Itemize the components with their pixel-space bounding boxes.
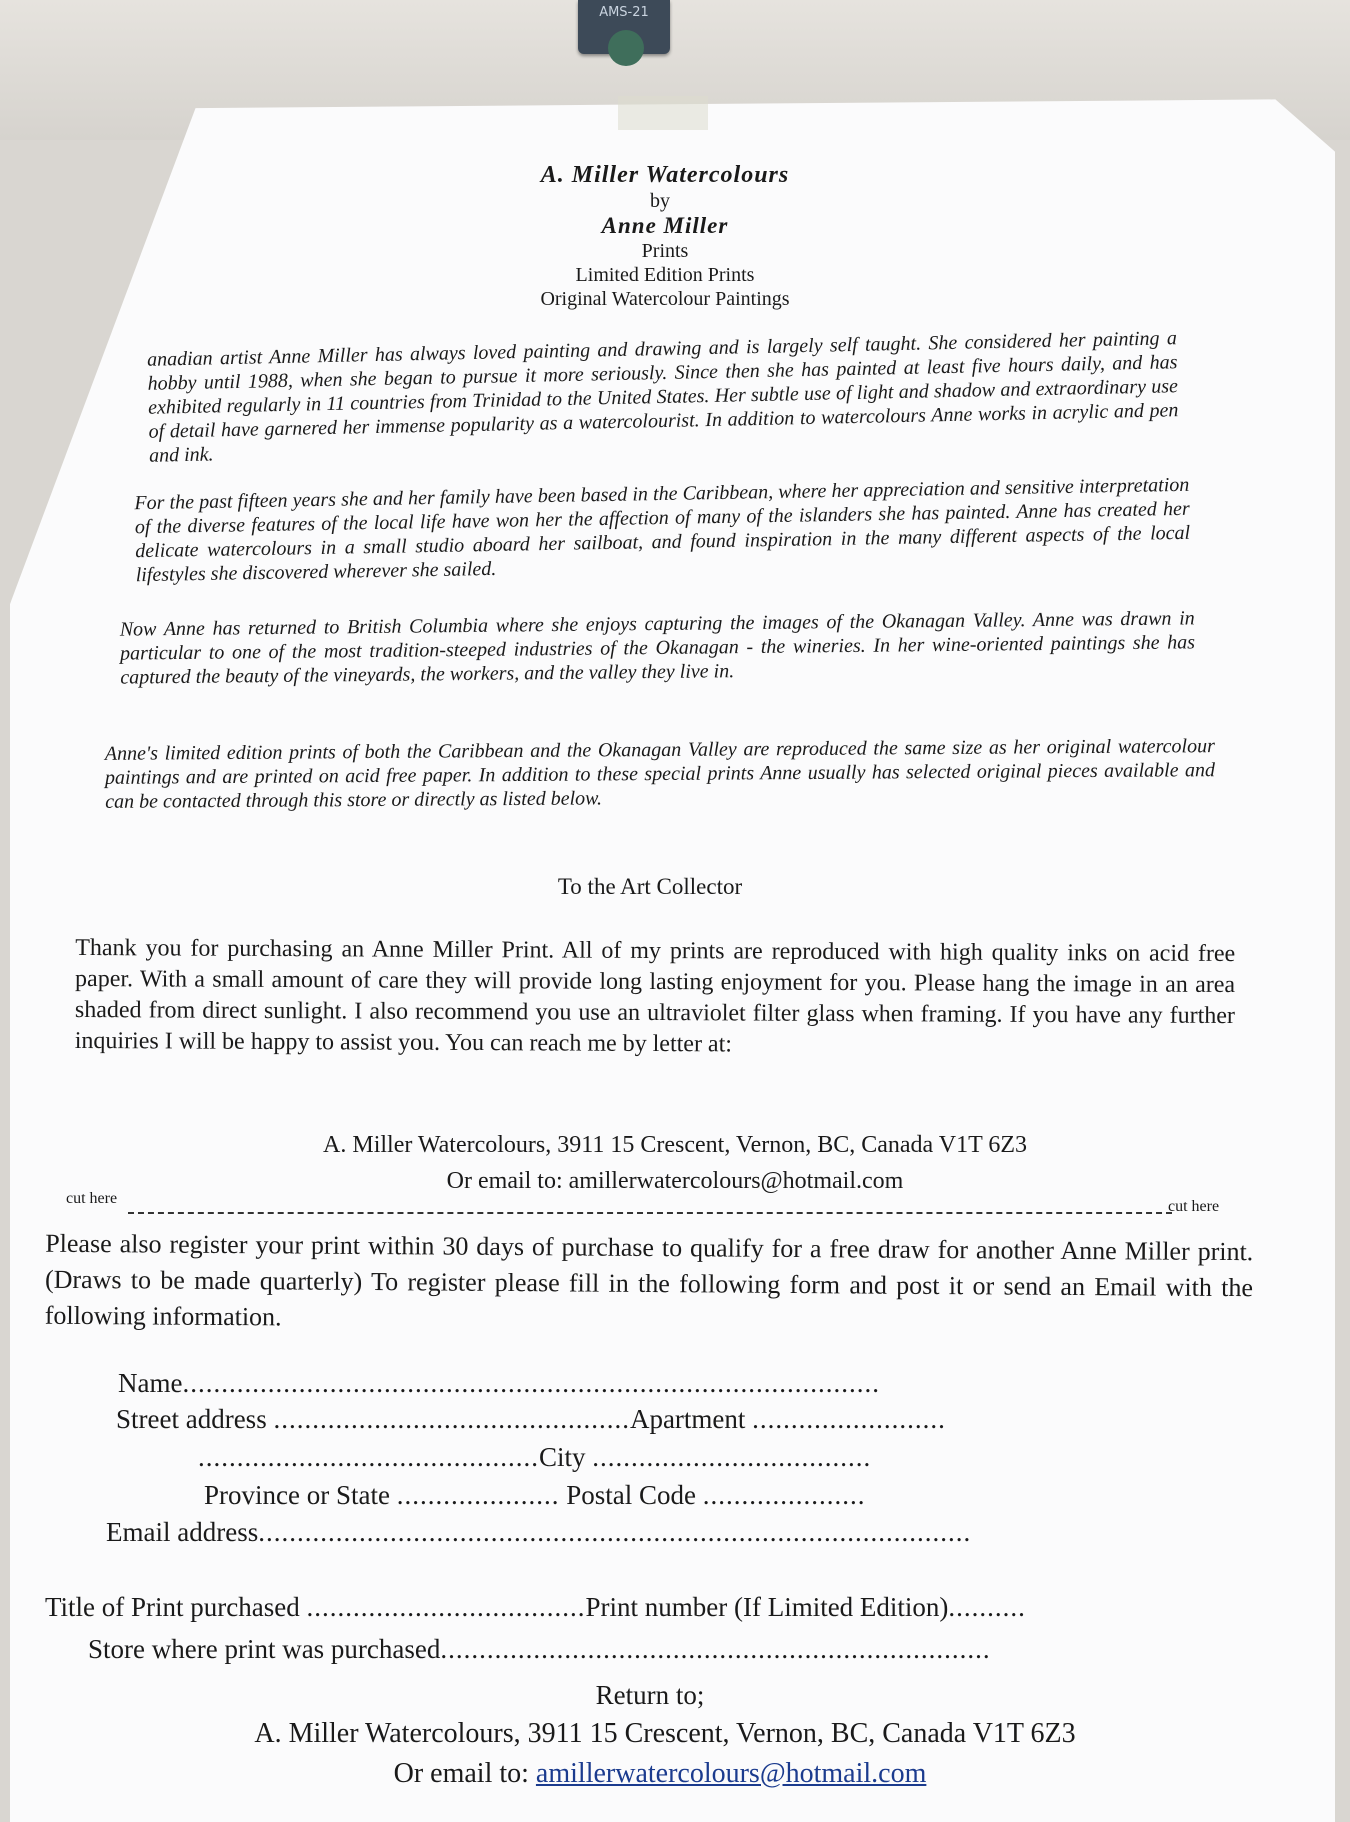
city-label: City [539,1442,586,1472]
return-email-link[interactable]: amillerwatercolours@hotmail.com [535,1758,927,1789]
bio-paragraph-1: anadian artist Anne Miller has always loved painting and drawing and is largely self taught. She considered her painting a hobby until 1988, when she began to pursue it more seriously. Since then she has painted at least five hours daily, and has exhibited regularly in 11 countries from Trinidad to the United States. Her subtle use of light and shadow and extraordinary use of detail have garnered her immense popularity as a watercolourist. In addition to watercolours Anne works in acrylic and pen and ink. [146,327,1179,467]
store-label: Store where print was purchased [88,1634,441,1664]
apartment-field[interactable]: ......................... [752,1404,946,1434]
title-label: Title of Print purchased [45,1592,300,1622]
clip-knob [608,30,644,66]
email-label: Email address [106,1517,259,1547]
artist-name: Anne Miller [601,213,729,238]
original-paintings-line: Original Watercolour Paintings [540,288,790,310]
tape [618,96,708,130]
cut-label-left: cut here [66,1190,118,1207]
city-field[interactable]: .................................... [592,1442,872,1472]
return-email-line [250,1758,1070,1790]
bio-paragraph-4: Anne's limited edition prints of both the Caribbean and the Okanagan Valley are reproduced the same size as her original watercolour paintings and are printed on acid free paper. In addition to these special prints Anne usually has selected original pieces available and can be contacted through this store or directly as listed below. [104,735,1216,813]
clip-label: AMS-21 [599,5,649,20]
apartment-label: Apartment [629,1404,746,1434]
print-number-field[interactable]: .......... [948,1592,1026,1622]
prints-line: Prints [641,240,689,262]
province-field[interactable]: ..................... [396,1480,560,1510]
collector-body: Thank you for purchasing an Anne Miller Print. All of my prints are reproduced with high quality inks on acid free paper. With a small amount of care they will provide long lasting enjoyment for you. Please hang the image in an area shaded from direct sunlight. I also recommend you use an ultraviolet filter glass when framing. If you have any further inquiries I will be happy to assist you. You can reach me by letter at: [74,934,1236,1058]
bio-paragraph-3: Now Anne has returned to British Columbia where she enjoys capturing the images of the Okanagan Valley. Anne was drawn in particular to one of the most tradition-steeped industries of the Okanagan - the wineries. In her wine-oriented paintings she has captured the beauty of the vineyards, the workers, and the valley they live in. [119,607,1196,689]
limited-edition-line: Limited Edition Prints [575,264,755,286]
cut-line [128,1212,1172,1214]
by-text: by [650,190,670,212]
collector-address: A. Miller Watercolours, 3911 15 Crescent, Vernon, BC, Canada V1T 6Z3 [323,1132,1027,1158]
print-number-label: Print number (If Limited Edition) [585,1592,949,1622]
return-label: Return to; [595,1680,705,1710]
form-street-row [116,1404,946,1435]
store-field[interactable]: ....................................................................... [440,1634,991,1664]
return-email-prefix: Or email to: [393,1758,529,1789]
street-line-2-field[interactable]: ............................................ [198,1442,539,1472]
collector-email: Or email to: amillerwatercolours@hotmail.com [446,1168,904,1194]
form-store-row [88,1634,991,1665]
street-label: Street address [116,1404,267,1434]
form-province-row [204,1480,865,1511]
business-name: A. Miller Watercolours [540,162,790,188]
collector-heading: To the Art Collector [557,874,743,899]
title-field[interactable]: .................................... [306,1592,586,1622]
register-text: Please also register your print within 30 days of purchase to qualify for a free draw for another Anne Miller print. (Draws to be made quarterly) To register please fill in the following form and post it or send an Email with the following information. [44,1228,1254,1332]
form-name-row [118,1368,880,1399]
email-field[interactable]: ............................................................................................ [258,1517,972,1547]
name-field[interactable]: .......................................................................................... [182,1368,880,1398]
postal-field[interactable]: ..................... [702,1480,866,1510]
postal-label: Postal Code [566,1480,696,1510]
form-city-row [198,1442,871,1473]
street-field[interactable]: .............................................. [273,1404,630,1434]
return-address: A. Miller Watercolours, 3911 15 Crescent, Vernon, BC, Canada V1T 6Z3 [254,1718,1076,1749]
binder-clip [578,0,670,54]
form-email-row [106,1517,971,1548]
name-label: Name [118,1368,183,1398]
province-label: Province or State [204,1480,390,1510]
bio-paragraph-2: For the past fifteen years she and her family have been based in the Caribbean, where her appreciation and sensitive interpretation of the diverse features of the local life have won her the affection of many of the islanders she has painted. Anne has created her delicate watercolours in a small studio aboard her sailboat, and found inspiration in the many different aspects of the local lifestyles she discovered wherever she sailed. [134,473,1191,587]
cut-label-right: cut here [1168,1198,1220,1215]
form-title-row [45,1592,1026,1623]
